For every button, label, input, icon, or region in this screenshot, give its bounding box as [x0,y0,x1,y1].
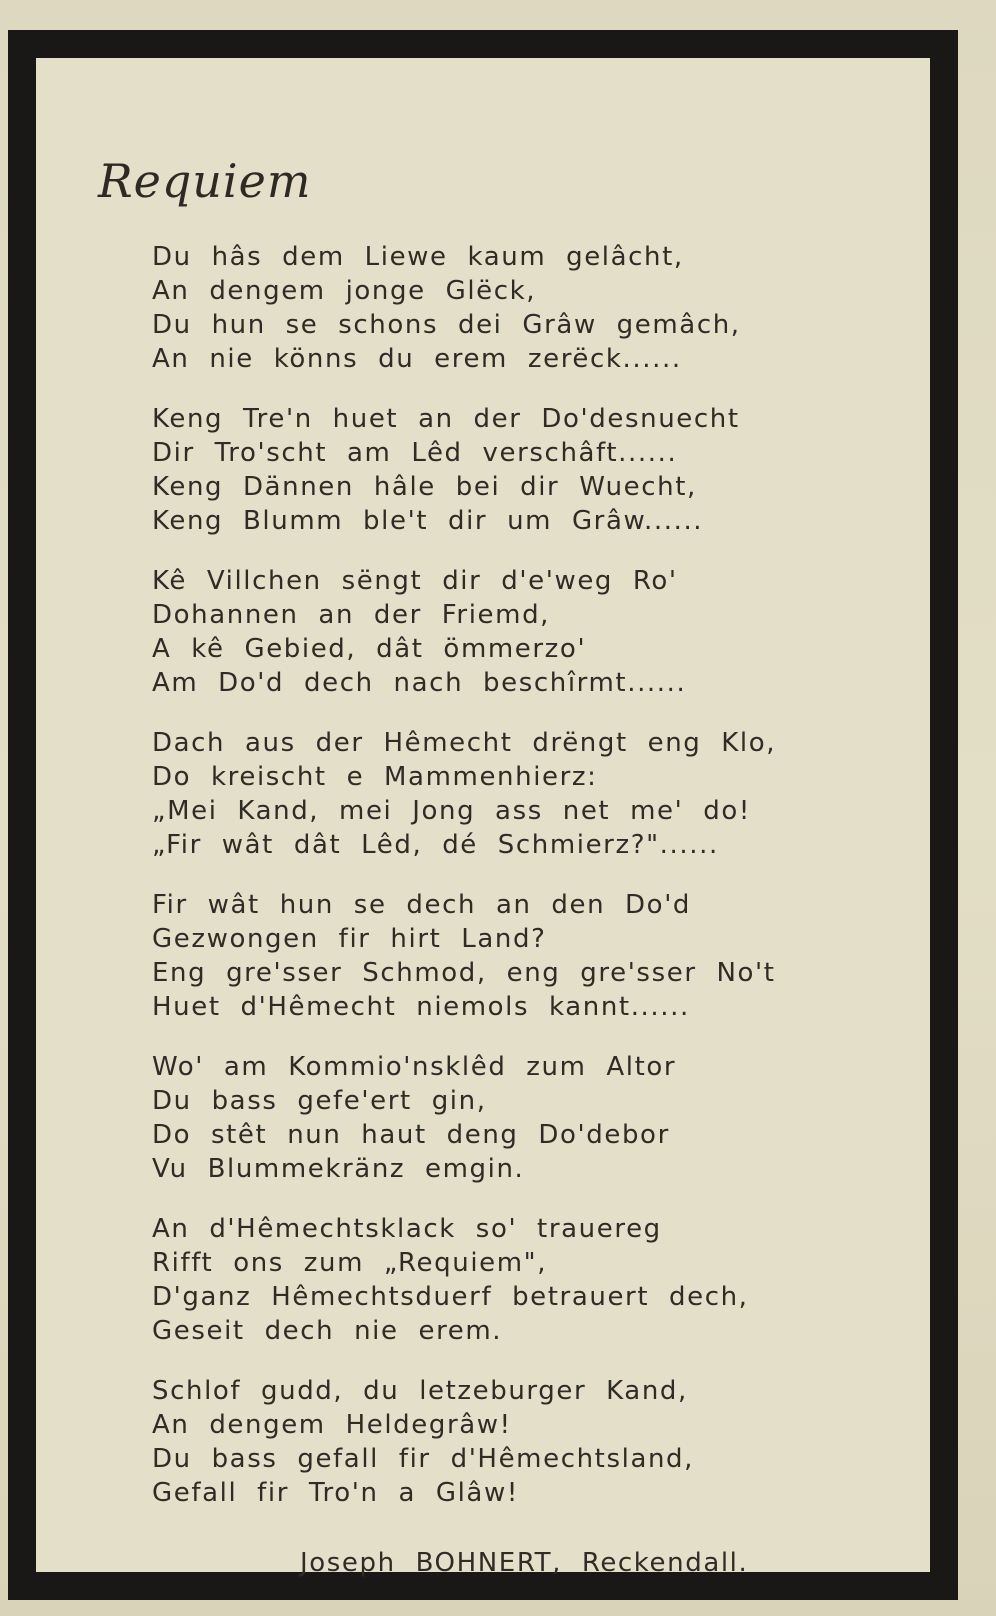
poem-line: Keng Tre'n huet an der Do'desnuecht [152,404,740,434]
poem-line: Schlof gudd, du letzeburger Kand, [152,1376,688,1406]
poem-line: Do stêt nun haut deng Do'debor [152,1120,670,1150]
stanza-8 [152,1374,932,1510]
poem-title: Requiem [98,154,312,208]
poem-line: Du hâs dem Liewe kaum gelâcht, [152,242,684,272]
poem-body [152,240,932,1536]
memorial-card [8,30,958,1600]
poem-line: „Fir wât dât Lêd, dé Schmierz?"...... [152,830,719,860]
poem-line: Dohannen an der Friemd, [152,600,551,630]
poem-line: D'ganz Hêmechtsduerf betrauert dech, [152,1282,749,1312]
poem-author: Joseph BOHNERT, Reckendall. [300,1548,749,1578]
poem-line: Do kreischt e Mammenhierz: [152,762,598,792]
poem-line: An nie könns du erem zerëck...... [152,344,682,374]
poem-line: Eng gre'sser Schmod, eng gre'sser No't [152,958,776,988]
stanza-3 [152,564,932,700]
stanza-1 [152,240,932,376]
poem-line: Huet d'Hêmecht niemols kannt...... [152,992,690,1022]
poem-line: Keng Blumm ble't dir um Grâw...... [152,506,704,536]
poem-line: Gefall fir Tro'n a Glâw! [152,1478,519,1508]
poem-line: An dengem jonge Glëck, [152,276,537,306]
poem-line: An dengem Heldegrâw! [152,1410,512,1440]
stanza-5 [152,888,932,1024]
poem-line: Am Do'd dech nach beschîrmt...... [152,668,687,698]
poem-line: A kê Gebied, dât ömmerzo' [152,634,587,664]
poem-line: Kê Villchen sëngt dir d'e'weg Ro' [152,566,678,596]
poem-line: An d'Hêmechtsklack so' trauereg [152,1214,662,1244]
poem-line: Fir wât hun se dech an den Do'd [152,890,692,920]
poem-line: Dach aus der Hêmecht drëngt eng Klo, [152,728,777,758]
stanza-6 [152,1050,932,1186]
poem-line: Geseit dech nie erem. [152,1316,503,1346]
poem-line: Du bass gefe'ert gin, [152,1086,487,1116]
poem-line: Wo' am Kommio'nsklêd zum Altor [152,1052,677,1082]
stanza-4 [152,726,932,862]
stanza-2 [152,402,932,538]
poem-line: Dir Tro'scht am Lêd verschâft...... [152,438,678,468]
poem-line: Keng Dännen hâle bei dir Wuecht, [152,472,697,502]
poem-line: Rifft ons zum „Requiem", [152,1248,548,1278]
poem-line: Du bass gefall fir d'Hêmechtsland, [152,1444,695,1474]
poem-line: Gezwongen fir hirt Land? [152,924,547,954]
poem-line: Vu Blummekränz emgin. [152,1154,525,1184]
stanza-7 [152,1212,932,1348]
poem-line: „Mei Kand, mei Jong ass net me' do! [152,796,751,826]
poem-line: Du hun se schons dei Grâw gemâch, [152,310,741,340]
